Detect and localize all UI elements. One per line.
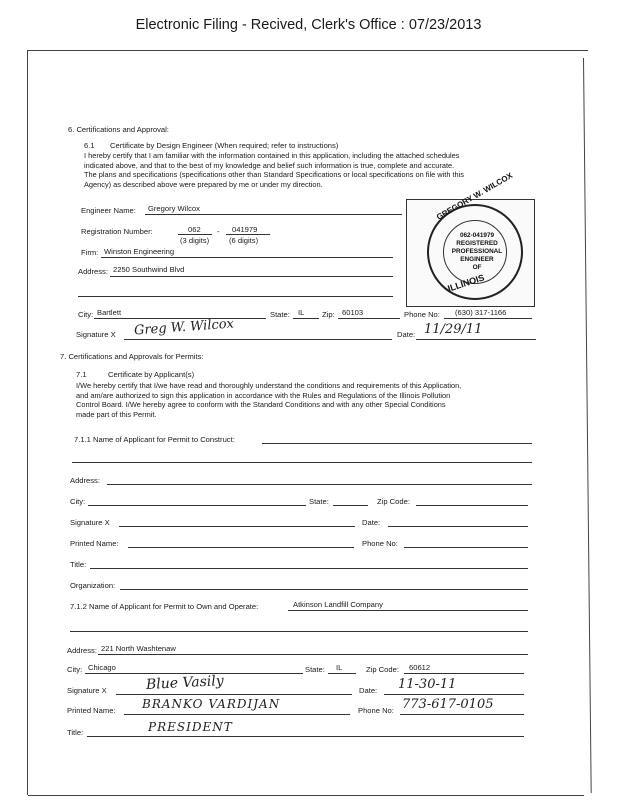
- operate-phone: 773-617-0105: [402, 697, 494, 712]
- registration-part2: 041979: [232, 225, 258, 234]
- registration-line-2: [226, 234, 270, 235]
- engineer-name-label: Engineer Name:: [81, 206, 136, 215]
- signature-line: [124, 339, 392, 340]
- date-label: Date:: [397, 330, 416, 339]
- registration-part1: 062: [188, 225, 201, 234]
- zip-value: 60103: [342, 308, 364, 317]
- construct-signature-label: Signature X: [70, 518, 110, 527]
- state-value: IL: [298, 308, 305, 317]
- operate-date-label: Date:: [359, 686, 378, 695]
- registration-dash: -: [217, 227, 220, 236]
- seal-line-3: ENGINEER: [460, 256, 494, 263]
- phone-value: (630) 317-1166: [455, 308, 507, 317]
- address-label: Address:: [78, 267, 108, 276]
- phone-line: [444, 318, 532, 319]
- seal-number: 062-041979: [459, 232, 495, 239]
- engineer-signature: Greg W. Wilcox: [133, 316, 235, 339]
- page-right-edge: [583, 58, 592, 793]
- city-label: City:: [78, 310, 94, 319]
- firm-label: Firm:: [81, 248, 99, 257]
- city-value: Bartlett: [97, 308, 122, 317]
- applicant-cert-line: Control Board. I/We hereby agree to conform with the Standard Conditions and with any other Special Conditions: [76, 400, 446, 410]
- zip-line: [338, 318, 400, 319]
- state-line: [293, 318, 319, 319]
- address-line-2: [78, 296, 393, 297]
- registration-hint-2: (6 digits): [229, 236, 259, 245]
- seal-arc-bottom: ILLINOIS: [446, 272, 486, 294]
- registration-hint-1: (3 digits): [180, 236, 210, 245]
- operate-applicant-field-2[interactable]: [70, 631, 528, 632]
- registration-label: Registration Number:: [81, 227, 153, 236]
- construct-organization-field[interactable]: [120, 589, 528, 590]
- operate-signature-field[interactable]: [116, 694, 352, 695]
- city-line: [94, 318, 266, 319]
- applicant-cert-line: I/We hereby certify that I/we have read and thoroughly understand the conditions and requirements of this Application,: [76, 381, 462, 390]
- construct-address-field[interactable]: [107, 484, 532, 485]
- engineer-cert-line: I hereby certify that I am familiar with the information contained in this application, including the attached schedules: [84, 151, 460, 160]
- engineer-name-value: Gregory Wilcox: [148, 204, 200, 213]
- block-7-1-1-title: 7.1.1 Name of Applicant for Permit to Construct:: [74, 435, 235, 444]
- address-value: 2250 Southwind Blvd: [113, 265, 185, 274]
- construct-printed-name-field[interactable]: [128, 547, 354, 548]
- construct-city-label: City:: [70, 497, 86, 506]
- operate-state-value: IL: [336, 663, 343, 672]
- construct-state-field[interactable]: [333, 505, 368, 506]
- operate-signature: Blue Vasily: [145, 672, 225, 694]
- operate-printed-name-label: Printed Name:: [67, 706, 116, 715]
- firm-line: [101, 257, 393, 258]
- section-6-1-number: 6.1: [84, 141, 95, 150]
- operate-title-field[interactable]: [87, 736, 524, 737]
- engineer-date: 11/29/11: [424, 322, 483, 337]
- engineer-name-line: [145, 214, 402, 215]
- operate-zip-label: Zip Code:: [366, 665, 399, 674]
- operate-zip-value: 60612: [409, 663, 431, 672]
- seal-line-2: PROFESSIONAL: [451, 248, 503, 255]
- construct-state-label: State:: [309, 497, 329, 506]
- registration-line-1: [178, 234, 212, 235]
- engineer-seal: [406, 170, 535, 307]
- operate-date-field[interactable]: [384, 694, 524, 695]
- construct-city-field[interactable]: [88, 505, 306, 506]
- section-6-1-title: Certificate by Design Engineer (When required; refer to instructions): [110, 141, 339, 150]
- construct-applicant-field-2[interactable]: [72, 462, 532, 463]
- section-6-heading: 6. Certifications and Approval:: [68, 125, 169, 134]
- construct-signature-field[interactable]: [119, 526, 355, 527]
- engineer-cert-line: indicated above, and that to the best of my knowledge and belief such information is true, complete and accurate.: [84, 160, 455, 170]
- seal-line-1: REGISTERED: [456, 240, 498, 247]
- applicant-certification-text: [76, 381, 461, 419]
- operate-printed-name: BRANKO VARDIJAN: [142, 697, 281, 711]
- operate-state-field[interactable]: [328, 673, 356, 674]
- operate-phone-label: Phone No:: [358, 706, 394, 715]
- block-7-1-2-title: 7.1.2 Name of Applicant for Permit to Own and Operate:: [70, 602, 259, 611]
- operate-city-label: City:: [67, 665, 83, 674]
- construct-address-label: Address:: [70, 476, 100, 485]
- page-left-edge: [27, 50, 28, 795]
- operate-state-label: State:: [305, 665, 325, 674]
- construct-phone-label: Phone No:: [362, 539, 398, 548]
- operate-applicant-field[interactable]: [288, 610, 528, 611]
- page-bottom-edge: [28, 795, 584, 796]
- operate-signature-label: Signature X: [67, 686, 107, 695]
- firm-value: Winston Engineering: [104, 247, 175, 256]
- construct-zip-label: Zip Code:: [377, 497, 410, 506]
- date-line: [416, 339, 536, 340]
- construct-date-label: Date:: [362, 518, 381, 527]
- filing-header: Electronic Filing - Recived, Clerk's Office : 07/23/2013: [135, 17, 482, 33]
- construct-date-field[interactable]: [388, 526, 528, 527]
- address-line-1: [110, 276, 393, 277]
- section-7-1-number: 7.1: [76, 370, 87, 379]
- state-label: State:: [270, 310, 290, 319]
- operate-zip-field[interactable]: [404, 673, 524, 674]
- operate-city-value: Chicago: [88, 663, 116, 672]
- operate-address-field[interactable]: [98, 654, 528, 655]
- engineer-certification-text: [84, 151, 464, 189]
- signature-label: Signature X: [76, 330, 116, 339]
- construct-applicant-field[interactable]: [262, 443, 532, 444]
- operate-address-label: Address:: [67, 646, 97, 655]
- section-7-1-title: Certificate by Applicant(s): [108, 370, 195, 379]
- zip-label: Zip:: [322, 310, 335, 319]
- construct-title-field[interactable]: [90, 568, 528, 569]
- section-7-heading: 7. Certifications and Approvals for Permits:: [60, 352, 204, 361]
- operate-printed-name-field[interactable]: [124, 714, 350, 715]
- applicant-cert-line: and am/are authorized to sign this application in accordance with the Rules and Regulations of the Illinois Pollution: [76, 390, 451, 400]
- construct-title-label: Title:: [70, 560, 87, 569]
- construct-zip-field[interactable]: [416, 505, 528, 506]
- page-top-edge: [28, 50, 588, 51]
- engineer-cert-line: The plans and specifications (specifications other than Standard Specifications or local specifications on file with this: [84, 170, 465, 180]
- engineer-cert-line: Agency) as described above were prepared by me or under my direction.: [84, 179, 323, 189]
- applicant-cert-line: made part of this Permit.: [76, 409, 157, 419]
- operate-applicant-value: Atkinson Landfill Company: [293, 600, 383, 609]
- operate-date: 11-30-11: [398, 677, 457, 692]
- operate-title-label: Title:: [67, 728, 84, 737]
- phone-label: Phone No:: [404, 310, 440, 319]
- operate-address-value: 221 North Washtenaw: [101, 644, 176, 653]
- construct-phone-field[interactable]: [404, 547, 528, 548]
- seal-arc-top: GREGORY W. WILCOX: [435, 170, 515, 222]
- operate-phone-field[interactable]: [400, 714, 524, 715]
- seal-line-4: OF: [472, 264, 482, 271]
- construct-organization-label: Organization:: [70, 581, 116, 590]
- operate-title-value: PRESIDENT: [148, 720, 233, 734]
- construct-printed-name-label: Printed Name:: [70, 539, 119, 548]
